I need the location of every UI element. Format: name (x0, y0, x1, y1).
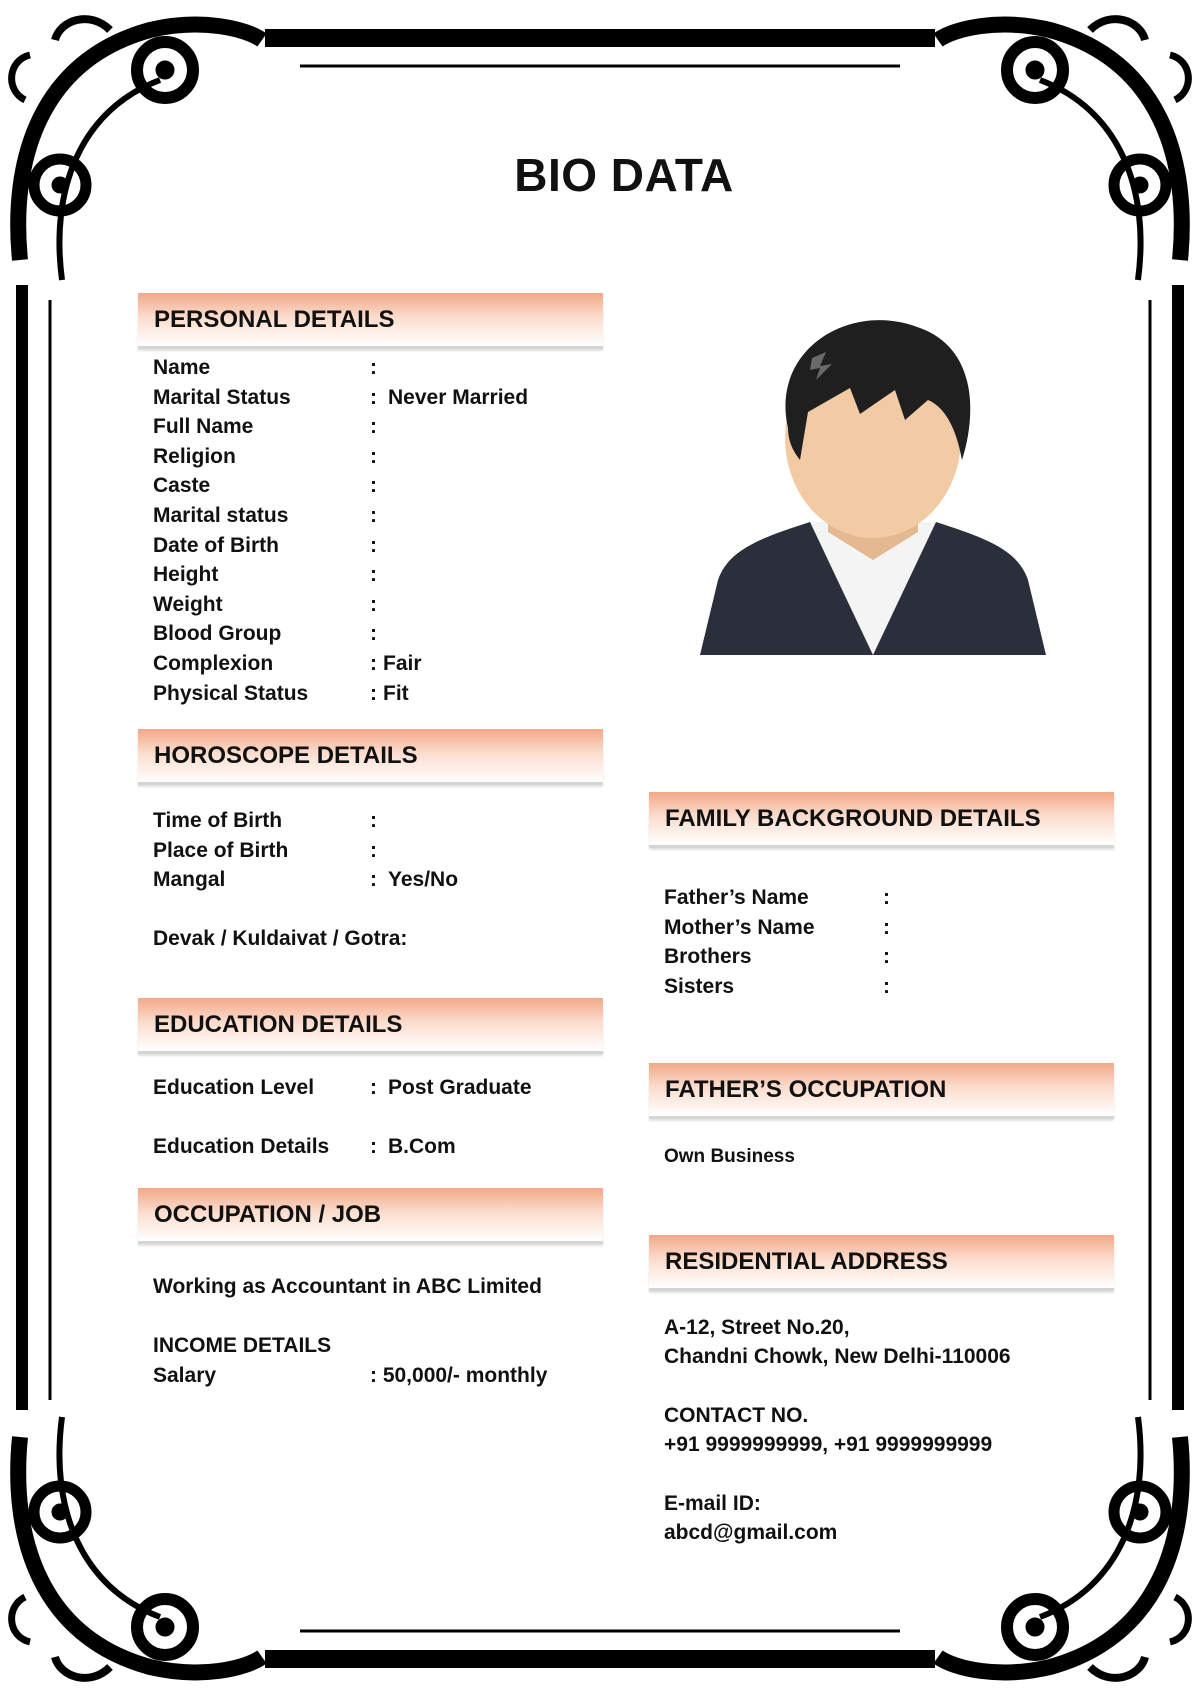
personal-label: Full Name (153, 415, 254, 439)
colon-separator: : (370, 592, 377, 616)
personal-label: Date of Birth (153, 533, 279, 557)
personal-label: Marital status (153, 504, 289, 527)
colon-separator: : (370, 1135, 377, 1158)
family-label: Father’s Name (664, 886, 809, 909)
education-label: Education Details (153, 1135, 330, 1158)
contact-value: +91 9999999999, +91 9999999999 (664, 1433, 993, 1456)
personal-row (153, 531, 613, 561)
personal-value: Fair (383, 652, 422, 675)
personal-row (153, 471, 613, 501)
address-line-1: A-12, Street No.20, (664, 1316, 850, 1339)
personal-row (153, 649, 613, 679)
horoscope-label: Time of Birth (153, 809, 283, 832)
personal-label: Caste (153, 474, 211, 498)
colon-separator: : (370, 838, 377, 862)
horoscope-label: Place of Birth (153, 838, 289, 862)
gotra-label: Devak / Kuldaivat / Gotra: (153, 927, 408, 950)
personal-label: Religion (153, 444, 236, 468)
colon-separator: : (370, 622, 377, 646)
profile-avatar-icon (700, 310, 1046, 655)
colon-separator: : (370, 563, 377, 587)
horoscope-row (153, 836, 613, 866)
colon-separator: : (370, 504, 377, 527)
personal-label: Weight (153, 592, 223, 616)
section-header-address: RESIDENTIAL ADDRESS (649, 1235, 1114, 1291)
personal-row (153, 353, 613, 383)
contact-label: CONTACT NO. (664, 1404, 809, 1427)
family-row (664, 883, 1124, 913)
page-title: BIO DATA (514, 149, 734, 201)
family-row (664, 972, 1124, 1002)
email-label: E-mail ID: (664, 1492, 761, 1515)
section-header-occupation: OCCUPATION / JOB (138, 1188, 603, 1244)
education-label: Education Level (153, 1076, 315, 1099)
personal-value: Fit (383, 681, 409, 705)
section-header-education: EDUCATION DETAILS (138, 998, 603, 1054)
personal-row (153, 412, 613, 442)
colon-separator: : (883, 974, 890, 998)
horoscope-label: Mangal (153, 868, 226, 891)
family-row (664, 913, 1124, 943)
personal-row (153, 590, 613, 620)
colon-separator: : (370, 809, 377, 832)
colon-separator: : (370, 868, 377, 891)
income-details-heading: INCOME DETAILS (153, 1334, 332, 1357)
personal-label: Physical Status (153, 681, 309, 705)
family-row (664, 942, 1124, 972)
colon-separator: : (883, 945, 890, 969)
education-row (153, 1073, 613, 1103)
section-header-horoscope: HOROSCOPE DETAILS (138, 729, 603, 785)
education-row (153, 1132, 613, 1162)
colon-separator: : (370, 681, 377, 705)
personal-label: Name (153, 356, 211, 379)
personal-value: Never Married (388, 385, 529, 409)
personal-row (153, 501, 613, 531)
colon-separator: : (370, 385, 377, 409)
family-label: Sisters (664, 974, 735, 998)
colon-separator: : (370, 652, 377, 675)
salary-value: : 50,000/- monthly (370, 1364, 548, 1387)
colon-separator: : (370, 356, 377, 379)
colon-separator: : (370, 444, 377, 468)
colon-separator: : (370, 415, 377, 439)
horoscope-row (153, 806, 613, 836)
colon-separator: : (370, 533, 377, 557)
email-value: abcd@gmail.com (664, 1521, 838, 1544)
section-header-father-occupation: FATHER’S OCCUPATION (649, 1063, 1114, 1119)
personal-row (153, 560, 613, 590)
family-label: Mother’s Name (664, 915, 815, 939)
personal-row (153, 383, 613, 413)
colon-separator: : (883, 886, 890, 909)
horoscope-row (153, 865, 613, 895)
father-occupation-text: Own Business (664, 1146, 795, 1167)
colon-separator: : (883, 915, 890, 939)
education-value: Post Graduate (388, 1076, 532, 1099)
section-header-family: FAMILY BACKGROUND DETAILS (649, 792, 1114, 848)
personal-label: Height (153, 563, 219, 587)
occupation-text: Working as Accountant in ABC Limited (153, 1275, 542, 1298)
family-label: Brothers (664, 945, 752, 969)
colon-separator: : (370, 474, 377, 498)
horoscope-value: Yes/No (388, 868, 459, 891)
address-line-2: Chandni Chowk, New Delhi-110006 (664, 1345, 1011, 1368)
colon-separator: : (370, 1076, 377, 1099)
personal-label: Complexion (153, 652, 274, 675)
salary-label: Salary (153, 1364, 217, 1387)
personal-row (153, 679, 613, 709)
personal-row (153, 619, 613, 649)
section-header-personal: PERSONAL DETAILS (138, 293, 603, 349)
personal-row (153, 442, 613, 472)
personal-label: Marital Status (153, 385, 291, 409)
education-value: B.Com (388, 1135, 456, 1158)
personal-label: Blood Group (153, 622, 282, 646)
